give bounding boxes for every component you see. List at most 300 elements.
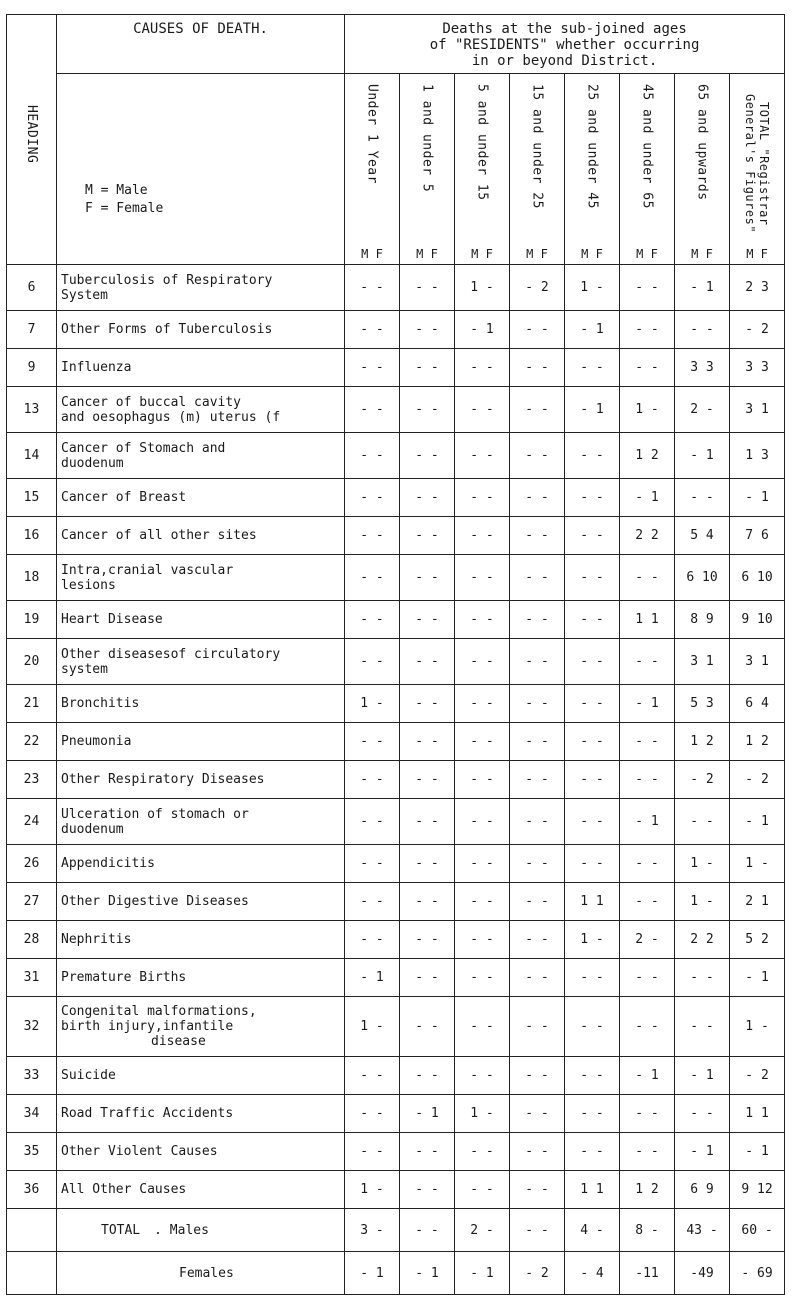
death-count-cell: - - <box>455 883 510 921</box>
heading-number: 36 <box>7 1171 57 1209</box>
male-female-label: M F <box>526 247 548 261</box>
death-count-cell: 3 3 <box>730 349 785 387</box>
death-count-cell: - - <box>345 639 400 685</box>
death-count-cell: 1 - <box>565 265 620 311</box>
death-count-cell: - - <box>675 959 730 997</box>
death-count-cell: - - <box>620 959 675 997</box>
death-count-cell: 1 - <box>455 265 510 311</box>
cause-of-death <box>57 479 345 517</box>
table-row <box>7 1057 785 1095</box>
cause-of-death <box>57 1057 345 1095</box>
death-count-cell: - - <box>565 845 620 883</box>
death-count-cell: - - <box>455 387 510 433</box>
age-group-header <box>730 74 785 265</box>
death-count-cell: - - <box>400 639 455 685</box>
age-group-header <box>675 74 730 265</box>
total-count-cell: - 1 <box>455 1252 510 1295</box>
death-count-cell: - - <box>400 517 455 555</box>
death-count-cell: - - <box>675 311 730 349</box>
death-count-cell: - - <box>455 517 510 555</box>
death-count-cell: 1 - <box>565 921 620 959</box>
cause-line: Other Violent Causes <box>61 1144 218 1159</box>
age-group-label: 1 and under 5 <box>419 84 435 193</box>
death-count-cell: - - <box>510 685 565 723</box>
death-count-cell: - - <box>510 845 565 883</box>
death-count-cell: - - <box>345 479 400 517</box>
death-count-cell: - - <box>510 1171 565 1209</box>
death-count-cell: - - <box>455 1133 510 1171</box>
death-count-cell: - 1 <box>565 387 620 433</box>
death-count-cell: 1 - <box>730 845 785 883</box>
table-row <box>7 761 785 799</box>
death-count-cell: - 1 <box>620 799 675 845</box>
death-count-cell: - 1 <box>400 1095 455 1133</box>
death-count-cell: - 1 <box>455 311 510 349</box>
death-count-cell: - 1 <box>730 799 785 845</box>
death-count-cell: - - <box>455 799 510 845</box>
death-count-cell: - - <box>400 1171 455 1209</box>
male-female-label: M F <box>581 247 603 261</box>
table-row <box>7 555 785 601</box>
male-female-label: M F <box>416 247 438 261</box>
death-count-cell: - - <box>455 601 510 639</box>
death-count-cell: 1 - <box>345 997 400 1057</box>
heading-number: 32 <box>7 997 57 1057</box>
death-count-cell: - - <box>455 639 510 685</box>
death-count-cell: - 1 <box>675 1057 730 1095</box>
death-count-cell: - - <box>565 555 620 601</box>
death-count-cell: - 2 <box>730 311 785 349</box>
death-count-cell: - 2 <box>730 761 785 799</box>
death-count-cell: - - <box>620 349 675 387</box>
death-count-cell: - - <box>455 1171 510 1209</box>
total-count-cell: - - <box>400 1209 455 1252</box>
death-count-cell: 1 - <box>620 387 675 433</box>
death-count-cell: - - <box>675 997 730 1057</box>
death-count-cell: 1 1 <box>730 1095 785 1133</box>
death-count-cell: - 1 <box>345 959 400 997</box>
death-count-cell: - - <box>345 723 400 761</box>
death-count-cell: 2 3 <box>730 265 785 311</box>
death-count-cell: - - <box>400 555 455 601</box>
cause-line: Intra,cranial vascular <box>61 562 234 578</box>
death-count-cell: - - <box>565 1057 620 1095</box>
cause-line: Other Forms of Tuberculosis <box>61 322 273 337</box>
male-female-label: M F <box>471 247 493 261</box>
male-female-label: M F <box>691 247 713 261</box>
cause-line: Other diseasesof circulatory <box>61 646 281 662</box>
total-count-cell: -11 <box>620 1252 675 1295</box>
death-count-cell: - - <box>510 555 565 601</box>
death-count-cell: - - <box>400 845 455 883</box>
death-count-cell: - - <box>620 997 675 1057</box>
table-row <box>7 723 785 761</box>
death-count-cell: - - <box>510 959 565 997</box>
death-count-cell: - 1 <box>675 1133 730 1171</box>
death-count-cell: 6 4 <box>730 685 785 723</box>
death-count-cell: - - <box>675 799 730 845</box>
total-count-cell: 43 - <box>675 1209 730 1252</box>
total-count-cell: - 1 <box>345 1252 400 1295</box>
death-count-cell: - - <box>400 685 455 723</box>
death-count-cell: - 1 <box>730 479 785 517</box>
death-count-cell: 2 1 <box>730 883 785 921</box>
cause-line: Ulceration of stomach or <box>61 806 249 822</box>
cause-line: Cancer of buccal cavity <box>61 394 242 410</box>
death-count-cell: - - <box>565 723 620 761</box>
death-count-cell: - - <box>510 433 565 479</box>
cause-of-death <box>57 433 345 479</box>
cause-of-death <box>57 349 345 387</box>
death-count-cell: - - <box>400 311 455 349</box>
cause-line: duodenum <box>61 821 124 837</box>
cause-of-death <box>57 1095 345 1133</box>
death-count-cell: - - <box>345 601 400 639</box>
death-count-cell: - 2 <box>675 761 730 799</box>
death-count-cell: 7 6 <box>730 517 785 555</box>
death-count-cell: - - <box>620 883 675 921</box>
death-count-cell: - - <box>345 1095 400 1133</box>
table-row <box>7 479 785 517</box>
cause-line: birth injury,infantile <box>61 1019 234 1034</box>
heading-number: 14 <box>7 433 57 479</box>
death-count-cell: - - <box>455 349 510 387</box>
death-count-cell: - - <box>345 433 400 479</box>
cause-line: Premature Births <box>61 970 187 985</box>
death-count-cell: - - <box>400 601 455 639</box>
causes-title: CAUSES OF DEATH. <box>133 21 268 37</box>
death-count-cell: - - <box>400 723 455 761</box>
death-count-cell: - - <box>565 479 620 517</box>
causes-title-cell <box>57 15 345 74</box>
death-count-cell: 1 - <box>730 997 785 1057</box>
table-row <box>7 1095 785 1133</box>
cause-of-death <box>57 997 345 1057</box>
legend-female: F = Female <box>85 201 164 216</box>
death-count-cell: - - <box>345 517 400 555</box>
death-count-cell: - - <box>345 845 400 883</box>
total-count-cell: -49 <box>675 1252 730 1295</box>
cause-of-death <box>57 601 345 639</box>
cause-line: All Other Causes <box>61 1182 187 1197</box>
age-group-header <box>455 74 510 265</box>
age-group-header <box>620 74 675 265</box>
cause-of-death <box>57 845 345 883</box>
death-count-cell: - 1 <box>620 685 675 723</box>
death-count-cell: 1 1 <box>565 1171 620 1209</box>
table-row <box>7 601 785 639</box>
death-count-cell: - - <box>565 601 620 639</box>
death-count-cell: - 2 <box>510 265 565 311</box>
table-row <box>7 921 785 959</box>
death-count-cell: - - <box>565 517 620 555</box>
table-row <box>7 311 785 349</box>
cause-line: Suicide <box>61 1068 116 1083</box>
death-count-cell: - - <box>565 433 620 479</box>
heading-number: 21 <box>7 685 57 723</box>
totals-blank-cell <box>7 1209 57 1252</box>
age-group-label: 25 and under 45 <box>584 84 600 209</box>
age-group-header <box>510 74 565 265</box>
death-count-cell: - - <box>345 1057 400 1095</box>
heading-label: HEADING <box>24 105 39 164</box>
death-count-cell: - - <box>565 997 620 1057</box>
death-count-cell: - - <box>510 799 565 845</box>
death-count-cell: - - <box>510 997 565 1057</box>
death-count-cell: 1 3 <box>730 433 785 479</box>
death-count-cell: 1 - <box>345 685 400 723</box>
death-count-cell: 2 2 <box>620 517 675 555</box>
death-count-cell: - - <box>620 311 675 349</box>
cause-of-death <box>57 921 345 959</box>
death-count-cell: 1 1 <box>620 601 675 639</box>
death-count-cell: - - <box>455 555 510 601</box>
cause-line: lesions <box>61 577 116 593</box>
death-count-cell: - - <box>400 761 455 799</box>
death-count-cell: - - <box>400 387 455 433</box>
death-count-cell: - - <box>345 799 400 845</box>
totals-row-males <box>7 1209 785 1252</box>
table-row <box>7 883 785 921</box>
heading-number: 22 <box>7 723 57 761</box>
cause-line: Cancer of all other sites <box>61 528 257 543</box>
death-count-cell: - - <box>400 959 455 997</box>
heading-number: 26 <box>7 845 57 883</box>
cause-line: Cancer of Breast <box>61 490 187 505</box>
deaths-title-line-3: in or beyond District. <box>471 53 658 69</box>
death-count-cell: - - <box>620 555 675 601</box>
totals-females-label: Females <box>179 1265 234 1281</box>
total-count-cell: - 4 <box>565 1252 620 1295</box>
death-count-cell: 6 10 <box>675 555 730 601</box>
death-count-cell: - - <box>455 921 510 959</box>
death-count-cell: - - <box>510 723 565 761</box>
cause-line: and oesophagus (m) uterus (f <box>61 409 281 425</box>
total-count-cell: 8 - <box>620 1209 675 1252</box>
age-group-header <box>400 74 455 265</box>
age-group-label: TOTAL "Registrar General's Figures" <box>743 94 772 234</box>
table-row <box>7 959 785 997</box>
table-row <box>7 997 785 1057</box>
heading-number: 28 <box>7 921 57 959</box>
death-count-cell: - 1 <box>730 1133 785 1171</box>
totals-label: TOTAL <box>101 1222 141 1238</box>
death-count-cell: 1 - <box>345 1171 400 1209</box>
table-row <box>7 685 785 723</box>
cause-of-death <box>57 1133 345 1171</box>
table-row <box>7 799 785 845</box>
cause-line: Heart Disease <box>61 612 163 627</box>
death-count-cell: - - <box>675 1095 730 1133</box>
cause-of-death <box>57 387 345 433</box>
death-count-cell: - - <box>565 761 620 799</box>
age-group-label: 45 and under 65 <box>639 84 655 209</box>
death-count-cell: - - <box>510 1057 565 1095</box>
death-count-cell: - - <box>510 1095 565 1133</box>
age-group-label: 15 and under 25 <box>529 84 545 209</box>
total-count-cell: - 2 <box>510 1252 565 1295</box>
death-count-cell: 9 10 <box>730 601 785 639</box>
cause-line: Influenza <box>61 360 132 375</box>
death-count-cell: 1 1 <box>565 883 620 921</box>
heading-number: 27 <box>7 883 57 921</box>
total-count-cell: 60 - <box>730 1209 785 1252</box>
totals-label-cell <box>57 1209 345 1252</box>
age-group-header <box>345 74 400 265</box>
total-count-cell: 4 - <box>565 1209 620 1252</box>
cause-line: disease <box>151 1034 206 1049</box>
death-count-cell: 1 - <box>675 883 730 921</box>
totals-row-females <box>7 1252 785 1295</box>
cause-line: system <box>61 661 108 677</box>
death-count-cell: - - <box>345 311 400 349</box>
death-count-cell: - - <box>510 883 565 921</box>
death-count-cell: - - <box>455 723 510 761</box>
death-count-cell: 1 - <box>455 1095 510 1133</box>
death-count-cell: - - <box>510 921 565 959</box>
death-count-cell: - - <box>400 433 455 479</box>
cause-line: Other Digestive Diseases <box>61 894 249 909</box>
death-count-cell: 3 1 <box>675 639 730 685</box>
death-count-cell: - - <box>400 921 455 959</box>
cause-line: Bronchitis <box>61 696 140 711</box>
death-count-cell: - - <box>620 723 675 761</box>
death-count-cell: - 1 <box>675 265 730 311</box>
death-count-cell: - - <box>510 1133 565 1171</box>
death-count-cell: 6 10 <box>730 555 785 601</box>
death-count-cell: - - <box>510 479 565 517</box>
death-count-cell: - - <box>345 387 400 433</box>
cause-of-death <box>57 799 345 845</box>
heading-number: 18 <box>7 555 57 601</box>
death-count-cell: - - <box>345 555 400 601</box>
death-count-cell: - - <box>345 761 400 799</box>
death-count-cell: - - <box>455 479 510 517</box>
cause-of-death <box>57 761 345 799</box>
heading-number: 33 <box>7 1057 57 1095</box>
deaths-title-line-1: Deaths at the sub-joined ages <box>442 21 687 37</box>
cause-line: Cancer of Stomach and <box>61 440 226 456</box>
table-row <box>7 845 785 883</box>
heading-number: 9 <box>7 349 57 387</box>
table-row <box>7 517 785 555</box>
cause-line: Nephritis <box>61 932 132 947</box>
death-count-cell: 1 2 <box>675 723 730 761</box>
male-female-label: M F <box>746 247 768 261</box>
death-count-cell: - - <box>455 433 510 479</box>
table-row <box>7 349 785 387</box>
death-count-cell: 3 3 <box>675 349 730 387</box>
death-count-cell: - - <box>620 1095 675 1133</box>
death-count-cell: - - <box>400 1133 455 1171</box>
cause-of-death <box>57 265 345 311</box>
death-count-cell: - - <box>565 639 620 685</box>
total-count-cell: - - <box>510 1209 565 1252</box>
death-count-cell: - - <box>510 517 565 555</box>
totals-males-label: . Males <box>154 1222 209 1238</box>
cause-line: Pneumonia <box>61 734 132 749</box>
death-count-cell: - - <box>345 921 400 959</box>
heading-number: 15 <box>7 479 57 517</box>
death-count-cell: 2 - <box>620 921 675 959</box>
heading-number: 16 <box>7 517 57 555</box>
male-female-label: M F <box>361 247 383 261</box>
death-count-cell: - - <box>345 883 400 921</box>
totals-label-cell <box>57 1252 345 1295</box>
death-count-cell: 5 4 <box>675 517 730 555</box>
age-group-label: 65 and upwards <box>694 84 710 201</box>
cause-of-death <box>57 959 345 997</box>
death-count-cell: - - <box>455 761 510 799</box>
death-count-cell: - - <box>400 997 455 1057</box>
cause-line: Congenital malformations, <box>61 1004 257 1019</box>
death-count-cell: 1 2 <box>620 1171 675 1209</box>
death-count-cell: - 1 <box>730 959 785 997</box>
heading-number: 31 <box>7 959 57 997</box>
total-count-cell: 2 - <box>455 1209 510 1252</box>
death-count-cell: 3 1 <box>730 639 785 685</box>
death-count-cell: - - <box>400 265 455 311</box>
cause-line: Appendicitis <box>61 856 155 871</box>
table-row <box>7 387 785 433</box>
death-count-cell: 5 2 <box>730 921 785 959</box>
death-count-cell: 6 9 <box>675 1171 730 1209</box>
death-count-cell: 1 2 <box>730 723 785 761</box>
table-row <box>7 1133 785 1171</box>
death-count-cell: 2 - <box>675 387 730 433</box>
cause-of-death <box>57 555 345 601</box>
death-count-cell: 2 2 <box>675 921 730 959</box>
total-count-cell: - 69 <box>730 1252 785 1295</box>
death-count-cell: 9 12 <box>730 1171 785 1209</box>
heading-number: 13 <box>7 387 57 433</box>
death-count-cell: - - <box>400 349 455 387</box>
table-row <box>7 433 785 479</box>
deaths-title-cell <box>345 15 785 74</box>
age-group-label: Under 1 Year <box>364 84 380 184</box>
death-count-cell: - 1 <box>565 311 620 349</box>
heading-number: 35 <box>7 1133 57 1171</box>
death-count-cell: - - <box>565 959 620 997</box>
heading-number: 19 <box>7 601 57 639</box>
death-count-cell: - - <box>400 883 455 921</box>
cause-of-death <box>57 311 345 349</box>
heading-column-header <box>7 15 57 265</box>
death-count-cell: 1 - <box>675 845 730 883</box>
cause-line: Road Traffic Accidents <box>61 1106 234 1121</box>
death-count-cell: - - <box>400 1057 455 1095</box>
death-count-cell: - - <box>455 997 510 1057</box>
cause-of-death <box>57 517 345 555</box>
death-count-cell: 5 3 <box>675 685 730 723</box>
cause-of-death <box>57 723 345 761</box>
death-count-cell: - - <box>455 959 510 997</box>
male-female-label: M F <box>636 247 658 261</box>
death-count-cell: - - <box>675 479 730 517</box>
causes-of-death-table <box>6 14 785 1295</box>
death-count-cell: - - <box>620 639 675 685</box>
table-row <box>7 1171 785 1209</box>
heading-number: 34 <box>7 1095 57 1133</box>
death-count-cell: - 1 <box>620 1057 675 1095</box>
death-count-cell: - - <box>620 845 675 883</box>
cause-line: duodenum <box>61 455 124 471</box>
table-row <box>7 639 785 685</box>
legend-cell <box>57 74 345 265</box>
death-count-cell: - - <box>565 1133 620 1171</box>
death-count-cell: - 1 <box>620 479 675 517</box>
age-group-header <box>565 74 620 265</box>
